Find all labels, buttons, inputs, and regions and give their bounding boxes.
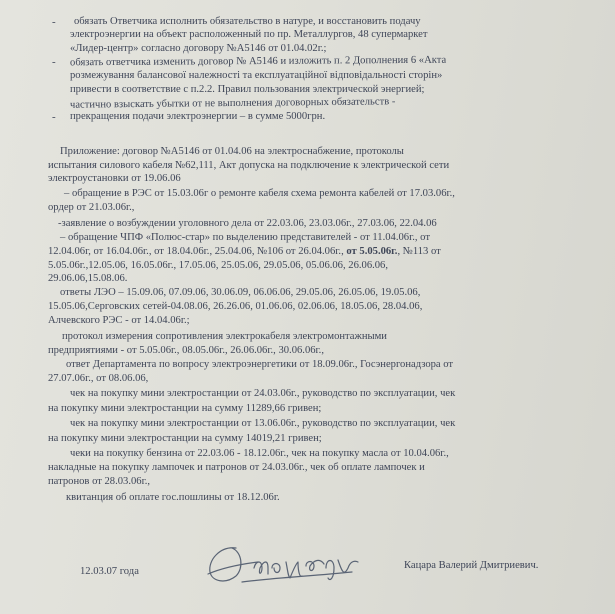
bullet-marker: - [52, 16, 56, 28]
text-line: прекращения подачи электроэнергии – в сумме 5000грн. [70, 111, 326, 122]
bullet-marker: - [52, 56, 56, 68]
text-line: розмежування балансової належності та експлуатаційної відповідальності сторін» [70, 70, 443, 81]
text-line: протокол измерения сопротивления электрокабеля электромонтажными [62, 331, 387, 342]
text-line: 5.05.06г.,12.05.06, 16.05.06г., 17.05.06, 25.05.06, 29.05.06, 05.06.06, 26.06.06, [48, 260, 389, 271]
text-line: «Лидер-центр» согласно договору №А5146 от 01.04.02г.; [70, 43, 327, 54]
bold-date: от 5.05.06г. [346, 246, 398, 257]
text-line: электроэнергии на объект расположенный по пр. Металлургов, 48 супермаркет [70, 29, 428, 40]
text-line: испытания силового кабеля №62,111, Акт допуска на подключение к электрической сети [48, 160, 450, 171]
text-line: 12.04.06г, от 16.04.06г., от 18.04.06г., 25.04.06, №106 от 26.04.06г., от 5.05.06г., №113 от [48, 246, 441, 257]
signer-name: Кацара Валерий Дмитриевич. [404, 560, 539, 571]
text-line: ответы ЛЭО – 15.09.06, 07.09.06, 30.06.09, 06.06.06, 29.05.06, 26.05.06, 19.05.06, [60, 287, 421, 298]
text-line: патронов от 28.03.06г., [48, 476, 151, 487]
text-line: обязать Ответчика исполнить обязательство в натуре, и восстановить подачу [74, 16, 421, 27]
text-line: Алчевского РЭС - от 14.04.06г.; [48, 315, 190, 326]
bullet-marker: - [52, 111, 56, 123]
text-line: 15.05.06,Серговских сетей-04.08.06, 26.26.06, 01.06.06, 02.06.06, 18.05.06, 28.04.06, [48, 301, 423, 312]
text-line: привести в соответствие с п.2.2. Правил пользования электрической энергией; [70, 84, 425, 95]
text-line: 29.06.06,15.08.06. [48, 273, 128, 284]
text-line: -заявление о возбуждении уголовного дела от 22.03.06, 23.03.06г., 27.03.06, 22.04.06 [58, 218, 437, 229]
text-line: обязать ответчика изменить договор № А5146 и изложить п. 2 Дополнения 6 «Акта [69, 54, 447, 69]
text-line: 27.07.06г., от 08.06.06, [48, 373, 149, 384]
text-line: электроустановки от 19.06.06 [48, 173, 181, 184]
text-line: частично взыскать убытки от не выполнения договорных обязательств - [69, 96, 396, 111]
text-line: ордер от 21.03.06г., [48, 202, 135, 213]
text-line: чек на покупку мини электростанции от 13.06.06г., руководство по эксплуатации, чек [70, 418, 456, 429]
text-line: на покупку мини электростанции на сумму 11289,66 гривен; [48, 403, 322, 414]
text-line: Приложение: договор №А5146 от 01.04.06 на электроснабжение, протоколы [60, 146, 404, 157]
text-line: квитанция об оплате гос.пошлины от 18.12.06г. [66, 492, 280, 503]
text-line: на покупку мини электростанции на сумму 14019,21 гривен; [48, 433, 322, 444]
text-line: ответ Департамента по вопросу электроэнергетики от 18.09.06г., Госэнергонадзора от [66, 359, 454, 370]
text-line: чеки на покупку бензина от 22.03.06 - 18.12.06г., чек на покупку масла от 10.04.06г., [70, 448, 449, 459]
text-line: предприятиями - от 5.05.06г., 08.05.06г., 26.06.06г., 30.06.06г., [48, 345, 324, 356]
handwritten-signature [202, 538, 372, 590]
text-line: – обращение ЧПФ «Полюс-стар» по выделению представителей - от 11.04.06г., от [60, 232, 430, 243]
text-line: накладные на покупку лампочек и патронов от 24.03.06г., чек об оплате лампочек и [48, 462, 425, 473]
document-date: 12.03.07 года [80, 566, 139, 577]
text-line: – обращение в РЭС от 15.03.06г о ремонте кабеля схема ремонта кабелей от 17.03.06г., [64, 188, 455, 199]
text-line: чек на покупку мини электростанции от 24.03.06г., руководство по эксплуатации, чек [70, 388, 456, 399]
